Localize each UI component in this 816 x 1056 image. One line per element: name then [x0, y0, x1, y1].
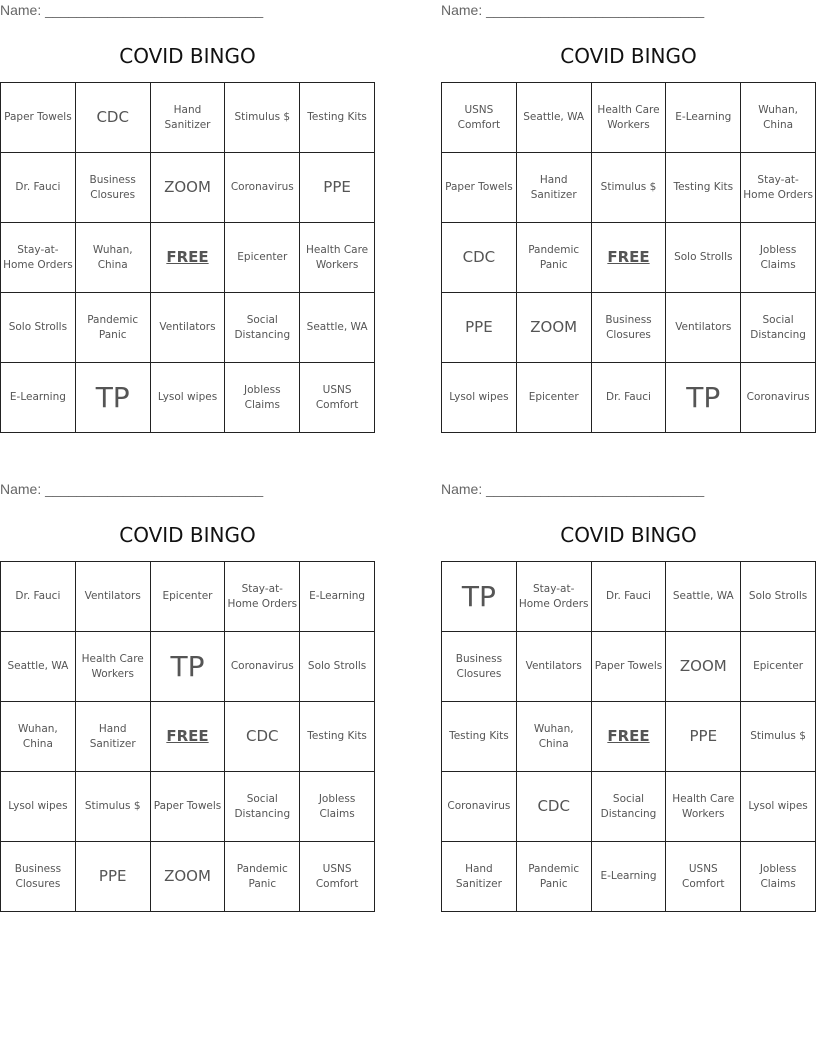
bingo-cell: Stay-at-Home Orders: [225, 562, 300, 632]
bingo-cell: Lysol wipes: [1, 772, 76, 842]
bingo-cell: PPE: [75, 842, 150, 912]
bingo-cell: CDC: [516, 772, 591, 842]
bingo-cell: Wuhan, China: [75, 223, 150, 293]
card-title: COVID BINGO: [119, 523, 256, 547]
bingo-cell: ZOOM: [150, 842, 225, 912]
bingo-cell: Testing Kits: [300, 83, 375, 153]
card-title: COVID BINGO: [560, 523, 697, 547]
bingo-row: [1, 293, 375, 363]
bingo-cell: Solo Strolls: [300, 632, 375, 702]
bingo-cell: Dr. Fauci: [591, 363, 666, 433]
bingo-row: [1, 842, 375, 912]
bingo-cell: Paper Towels: [442, 153, 517, 223]
bingo-cell: Coronavirus: [442, 772, 517, 842]
bingo-cell: E-Learning: [591, 842, 666, 912]
bingo-row: [442, 83, 816, 153]
bingo-cell: Pandemic Panic: [516, 223, 591, 293]
bingo-grid: [0, 82, 375, 433]
bingo-cell: TP: [150, 632, 225, 702]
bingo-cell: USNS Comfort: [442, 83, 517, 153]
bingo-cell: Pandemic Panic: [516, 842, 591, 912]
bingo-cell: Stay-at-Home Orders: [1, 223, 76, 293]
bingo-cell: Seattle, WA: [516, 83, 591, 153]
bingo-cell: ZOOM: [666, 632, 741, 702]
bingo-row: [442, 772, 816, 842]
bingo-cell: Paper Towels: [150, 772, 225, 842]
bingo-cell: Wuhan, China: [1, 702, 76, 772]
bingo-cell: Health Care Workers: [591, 83, 666, 153]
bingo-grid: [0, 561, 375, 912]
bingo-cell: Solo Strolls: [741, 562, 816, 632]
bingo-cell: Lysol wipes: [741, 772, 816, 842]
bingo-cell: Testing Kits: [300, 702, 375, 772]
bingo-row: [442, 153, 816, 223]
bingo-row: [442, 702, 816, 772]
bingo-cell: TP: [442, 562, 517, 632]
name-field-label: Name: ____________________________: [0, 481, 264, 497]
bingo-cell: Stimulus $: [225, 83, 300, 153]
bingo-cell: TP: [75, 363, 150, 433]
bingo-cell: Solo Strolls: [666, 223, 741, 293]
bingo-cell: Testing Kits: [666, 153, 741, 223]
bingo-cell: USNS Comfort: [300, 363, 375, 433]
bingo-cell: Wuhan, China: [741, 83, 816, 153]
bingo-cell: CDC: [225, 702, 300, 772]
bingo-cell: Paper Towels: [591, 632, 666, 702]
bingo-cell: Health Care Workers: [666, 772, 741, 842]
bingo-cell: Social Distancing: [225, 772, 300, 842]
bingo-cell: Coronavirus: [225, 632, 300, 702]
bingo-cell: Stimulus $: [75, 772, 150, 842]
bingo-cell: Pandemic Panic: [75, 293, 150, 363]
bingo-cell: E-Learning: [1, 363, 76, 433]
card-title: COVID BINGO: [119, 44, 256, 68]
bingo-row: [442, 842, 816, 912]
free-space-cell: FREE: [150, 702, 225, 772]
bingo-cell: Paper Towels: [1, 83, 76, 153]
bingo-cell: USNS Comfort: [300, 842, 375, 912]
bingo-cell: PPE: [442, 293, 517, 363]
bingo-cell: Stay-at-Home Orders: [741, 153, 816, 223]
bingo-cell: Jobless Claims: [741, 223, 816, 293]
name-field-label: Name: ____________________________: [441, 2, 705, 18]
bingo-cell: Stay-at-Home Orders: [516, 562, 591, 632]
bingo-cell: PPE: [300, 153, 375, 223]
bingo-cell: Lysol wipes: [442, 363, 517, 433]
bingo-row: [1, 83, 375, 153]
bingo-cell: Dr. Fauci: [1, 562, 76, 632]
bingo-cell: Coronavirus: [741, 363, 816, 433]
bingo-cell: PPE: [666, 702, 741, 772]
bingo-cell: Lysol wipes: [150, 363, 225, 433]
bingo-row: [442, 562, 816, 632]
bingo-cell: CDC: [75, 83, 150, 153]
card-title: COVID BINGO: [560, 44, 697, 68]
bingo-cell: Ventilators: [75, 562, 150, 632]
free-space-cell: FREE: [591, 223, 666, 293]
bingo-cell: Stimulus $: [741, 702, 816, 772]
bingo-cell: Ventilators: [666, 293, 741, 363]
bingo-cell: Epicenter: [516, 363, 591, 433]
bingo-row: [1, 702, 375, 772]
bingo-row: [442, 223, 816, 293]
bingo-cell: Solo Strolls: [1, 293, 76, 363]
bingo-cell: ZOOM: [516, 293, 591, 363]
bingo-cell: Dr. Fauci: [1, 153, 76, 223]
bingo-row: [1, 153, 375, 223]
bingo-cell: Stimulus $: [591, 153, 666, 223]
bingo-cell: Seattle, WA: [300, 293, 375, 363]
bingo-row: [1, 632, 375, 702]
bingo-cell: CDC: [442, 223, 517, 293]
name-field-label: Name: ____________________________: [441, 481, 705, 497]
bingo-cell: Health Care Workers: [300, 223, 375, 293]
bingo-cell: Epicenter: [225, 223, 300, 293]
bingo-cell: Social Distancing: [591, 772, 666, 842]
bingo-cell: Pandemic Panic: [225, 842, 300, 912]
bingo-cell: Epicenter: [741, 632, 816, 702]
bingo-cell: Ventilators: [516, 632, 591, 702]
bingo-cell: Business Closures: [75, 153, 150, 223]
bingo-cell: Jobless Claims: [225, 363, 300, 433]
bingo-cell: Seattle, WA: [1, 632, 76, 702]
bingo-grid: [441, 82, 816, 433]
bingo-row: [1, 562, 375, 632]
bingo-cell: Business Closures: [591, 293, 666, 363]
bingo-cell: Epicenter: [150, 562, 225, 632]
bingo-cell: Business Closures: [1, 842, 76, 912]
bingo-cell: ZOOM: [150, 153, 225, 223]
bingo-row: [1, 772, 375, 842]
bingo-cell: Hand Sanitizer: [442, 842, 517, 912]
bingo-cell: Jobless Claims: [741, 842, 816, 912]
bingo-cell: Health Care Workers: [75, 632, 150, 702]
bingo-row: [1, 223, 375, 293]
bingo-cell: Social Distancing: [225, 293, 300, 363]
bingo-cell: Dr. Fauci: [591, 562, 666, 632]
bingo-cell: USNS Comfort: [666, 842, 741, 912]
bingo-cell: E-Learning: [300, 562, 375, 632]
bingo-cell: Testing Kits: [442, 702, 517, 772]
bingo-cell: Hand Sanitizer: [75, 702, 150, 772]
bingo-grid: [441, 561, 816, 912]
free-space-cell: FREE: [591, 702, 666, 772]
bingo-cell: Ventilators: [150, 293, 225, 363]
bingo-row: [442, 363, 816, 433]
bingo-cell: Wuhan, China: [516, 702, 591, 772]
bingo-row: [442, 293, 816, 363]
bingo-cell: Business Closures: [442, 632, 517, 702]
bingo-row: [442, 632, 816, 702]
bingo-cell: TP: [666, 363, 741, 433]
free-space-cell: FREE: [150, 223, 225, 293]
bingo-cell: Hand Sanitizer: [150, 83, 225, 153]
bingo-cell: Seattle, WA: [666, 562, 741, 632]
bingo-cell: Hand Sanitizer: [516, 153, 591, 223]
bingo-cell: Social Distancing: [741, 293, 816, 363]
bingo-cell: Jobless Claims: [300, 772, 375, 842]
name-field-label: Name: ____________________________: [0, 2, 264, 18]
bingo-row: [1, 363, 375, 433]
bingo-cell: Coronavirus: [225, 153, 300, 223]
bingo-cell: E-Learning: [666, 83, 741, 153]
